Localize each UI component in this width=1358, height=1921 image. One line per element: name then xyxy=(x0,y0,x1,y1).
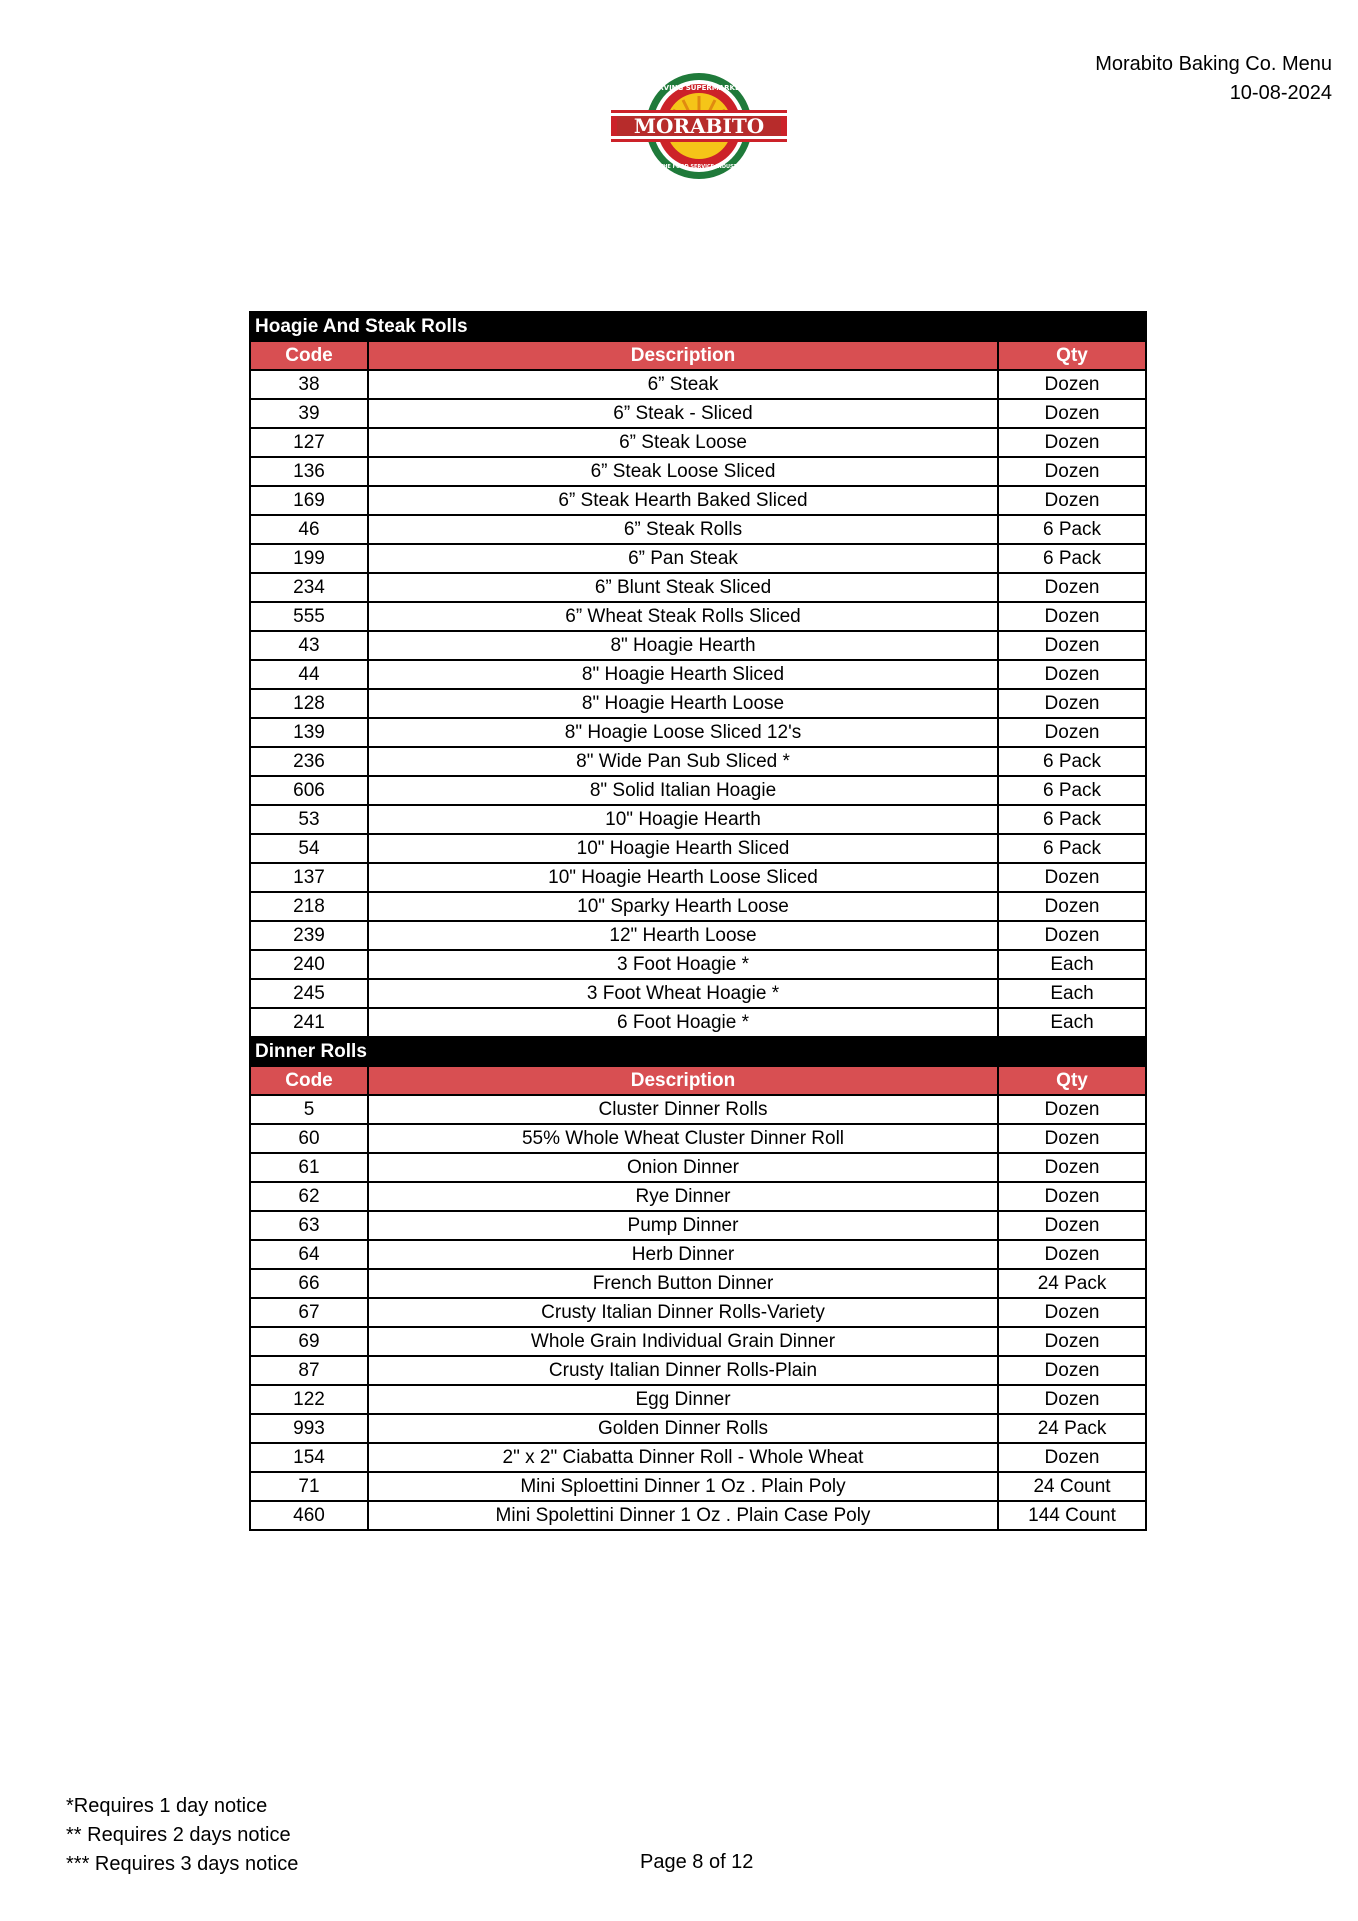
item-code: 234 xyxy=(250,573,368,602)
item-qty: Dozen xyxy=(998,863,1146,892)
item-description: 8" Hoagie Hearth xyxy=(368,631,998,660)
item-code: 460 xyxy=(250,1501,368,1530)
item-qty: Dozen xyxy=(998,1095,1146,1124)
item-qty: Dozen xyxy=(998,1443,1146,1472)
item-description: Herb Dinner xyxy=(368,1240,998,1269)
table-row xyxy=(250,1008,1146,1037)
column-header-row xyxy=(250,341,1146,370)
item-description: 10" Hoagie Hearth Loose Sliced xyxy=(368,863,998,892)
item-code: 62 xyxy=(250,1182,368,1211)
item-code: 127 xyxy=(250,428,368,457)
item-qty: Dozen xyxy=(998,689,1146,718)
item-description: 8" Hoagie Hearth Sliced xyxy=(368,660,998,689)
morabito-logo xyxy=(611,70,787,182)
item-qty: 24 Pack xyxy=(998,1414,1146,1443)
column-header-qty: Qty xyxy=(998,341,1146,370)
item-code: 67 xyxy=(250,1298,368,1327)
item-qty: Dozen xyxy=(998,1153,1146,1182)
item-description: 6” Steak - Sliced xyxy=(368,399,998,428)
table-row xyxy=(250,834,1146,863)
logo-bottom-text: & THE FOOD SERVICE INDUSTRY xyxy=(653,164,745,170)
item-qty: Dozen xyxy=(998,573,1146,602)
item-qty: 144 Count xyxy=(998,1501,1146,1530)
item-description: 10" Hoagie Hearth Sliced xyxy=(368,834,998,863)
company-title: Morabito Baking Co. Menu xyxy=(1095,53,1332,75)
item-code: 606 xyxy=(250,776,368,805)
item-code: 239 xyxy=(250,921,368,950)
item-code: 241 xyxy=(250,1008,368,1037)
item-code: 54 xyxy=(250,834,368,863)
item-description: 6” Wheat Steak Rolls Sliced xyxy=(368,602,998,631)
item-description: Pump Dinner xyxy=(368,1211,998,1240)
item-description: Rye Dinner xyxy=(368,1182,998,1211)
item-code: 64 xyxy=(250,1240,368,1269)
table-row xyxy=(250,602,1146,631)
column-header-qty: Qty xyxy=(998,1066,1146,1095)
table-row xyxy=(250,544,1146,573)
item-description: 3 Foot Hoagie * xyxy=(368,950,998,979)
item-qty: Dozen xyxy=(998,1124,1146,1153)
item-code: 218 xyxy=(250,892,368,921)
item-qty: 6 Pack xyxy=(998,805,1146,834)
table-row xyxy=(250,892,1146,921)
item-code: 69 xyxy=(250,1327,368,1356)
table-row xyxy=(250,776,1146,805)
table-row xyxy=(250,370,1146,399)
table-row xyxy=(250,979,1146,1008)
column-header-code: Code xyxy=(250,341,368,370)
item-qty: Dozen xyxy=(998,457,1146,486)
table-row xyxy=(250,428,1146,457)
item-qty: Dozen xyxy=(998,428,1146,457)
item-qty: 6 Pack xyxy=(998,747,1146,776)
item-qty: Dozen xyxy=(998,921,1146,950)
item-qty: 24 Pack xyxy=(998,1269,1146,1298)
table-row xyxy=(250,1327,1146,1356)
item-code: 555 xyxy=(250,602,368,631)
table-row xyxy=(250,805,1146,834)
item-code: 5 xyxy=(250,1095,368,1124)
table-row xyxy=(250,689,1146,718)
note-1-day: *Requires 1 day notice xyxy=(66,1795,268,1817)
item-code: 128 xyxy=(250,689,368,718)
item-description: 6” Steak Loose xyxy=(368,428,998,457)
menu-table xyxy=(249,311,1147,1531)
table-row xyxy=(250,718,1146,747)
item-qty: 6 Pack xyxy=(998,515,1146,544)
item-code: 87 xyxy=(250,1356,368,1385)
item-qty: Dozen xyxy=(998,1356,1146,1385)
section-header-row xyxy=(250,312,1146,341)
item-qty: 6 Pack xyxy=(998,544,1146,573)
section-header-row xyxy=(250,1037,1146,1066)
item-qty: Dozen xyxy=(998,1298,1146,1327)
item-description: 10" Hoagie Hearth xyxy=(368,805,998,834)
item-description: 6” Steak Hearth Baked Sliced xyxy=(368,486,998,515)
table-row xyxy=(250,660,1146,689)
table-row xyxy=(250,1385,1146,1414)
item-code: 136 xyxy=(250,457,368,486)
item-description: 10" Sparky Hearth Loose xyxy=(368,892,998,921)
item-qty: Dozen xyxy=(998,370,1146,399)
item-code: 66 xyxy=(250,1269,368,1298)
item-description: 3 Foot Wheat Hoagie * xyxy=(368,979,998,1008)
item-qty: Dozen xyxy=(998,1385,1146,1414)
item-description: Crusty Italian Dinner Rolls-Plain xyxy=(368,1356,998,1385)
item-description: 6” Blunt Steak Sliced xyxy=(368,573,998,602)
column-header-description: Description xyxy=(368,1066,998,1095)
item-description: Cluster Dinner Rolls xyxy=(368,1095,998,1124)
item-description: 8" Hoagie Hearth Loose xyxy=(368,689,998,718)
table-row xyxy=(250,1124,1146,1153)
item-qty: Each xyxy=(998,950,1146,979)
note-3-days: *** Requires 3 days notice xyxy=(66,1853,299,1875)
item-code: 169 xyxy=(250,486,368,515)
item-code: 61 xyxy=(250,1153,368,1182)
table-row xyxy=(250,1269,1146,1298)
item-code: 60 xyxy=(250,1124,368,1153)
table-row xyxy=(250,631,1146,660)
item-qty: 6 Pack xyxy=(998,776,1146,805)
item-qty: Dozen xyxy=(998,399,1146,428)
item-qty: Dozen xyxy=(998,660,1146,689)
column-header-code: Code xyxy=(250,1066,368,1095)
item-code: 63 xyxy=(250,1211,368,1240)
item-qty: Each xyxy=(998,1008,1146,1037)
item-code: 122 xyxy=(250,1385,368,1414)
table-row xyxy=(250,573,1146,602)
table-row xyxy=(250,1298,1146,1327)
item-code: 199 xyxy=(250,544,368,573)
item-description: 8" Solid Italian Hoagie xyxy=(368,776,998,805)
table-row xyxy=(250,399,1146,428)
item-qty: Dozen xyxy=(998,631,1146,660)
item-description: 55% Whole Wheat Cluster Dinner Roll xyxy=(368,1124,998,1153)
table-row xyxy=(250,1095,1146,1124)
page-number: Page 8 of 12 xyxy=(640,1851,754,1873)
item-qty: 6 Pack xyxy=(998,834,1146,863)
item-code: 43 xyxy=(250,631,368,660)
item-qty: Dozen xyxy=(998,1211,1146,1240)
item-description: 12" Hearth Loose xyxy=(368,921,998,950)
item-code: 44 xyxy=(250,660,368,689)
note-2-days: ** Requires 2 days notice xyxy=(66,1824,291,1846)
item-qty: 24 Count xyxy=(998,1472,1146,1501)
item-description: Mini Sploettini Dinner 1 Oz . Plain Poly xyxy=(368,1472,998,1501)
item-code: 46 xyxy=(250,515,368,544)
item-code: 71 xyxy=(250,1472,368,1501)
footer-notes xyxy=(66,1792,298,1879)
item-code: 39 xyxy=(250,399,368,428)
table-row xyxy=(250,950,1146,979)
page-header xyxy=(1095,50,1332,108)
item-code: 240 xyxy=(250,950,368,979)
table-row xyxy=(250,921,1146,950)
table-row xyxy=(250,457,1146,486)
item-description: Mini Spolettini Dinner 1 Oz . Plain Case Poly xyxy=(368,1501,998,1530)
item-code: 236 xyxy=(250,747,368,776)
item-description: 6” Steak xyxy=(368,370,998,399)
item-code: 53 xyxy=(250,805,368,834)
item-description: French Button Dinner xyxy=(368,1269,998,1298)
item-description: Whole Grain Individual Grain Dinner xyxy=(368,1327,998,1356)
item-description: Golden Dinner Rolls xyxy=(368,1414,998,1443)
item-description: 6 Foot Hoagie * xyxy=(368,1008,998,1037)
item-qty: Dozen xyxy=(998,718,1146,747)
item-code: 154 xyxy=(250,1443,368,1472)
table-row xyxy=(250,1472,1146,1501)
item-qty: Dozen xyxy=(998,602,1146,631)
table-row xyxy=(250,515,1146,544)
table-row xyxy=(250,1443,1146,1472)
table-row xyxy=(250,1414,1146,1443)
item-code: 137 xyxy=(250,863,368,892)
section-title: Hoagie And Steak Rolls xyxy=(250,312,1146,341)
menu-table-body xyxy=(250,312,1146,1530)
item-code: 139 xyxy=(250,718,368,747)
column-header-description: Description xyxy=(368,341,998,370)
item-code: 38 xyxy=(250,370,368,399)
table-row xyxy=(250,486,1146,515)
item-description: 8" Hoagie Loose Sliced 12's xyxy=(368,718,998,747)
logo-brand-text: MORABITO xyxy=(633,114,765,138)
column-header-row xyxy=(250,1066,1146,1095)
item-qty: Dozen xyxy=(998,1327,1146,1356)
menu-date: 10-08-2024 xyxy=(1229,82,1332,104)
item-description: Crusty Italian Dinner Rolls-Variety xyxy=(368,1298,998,1327)
item-qty: Each xyxy=(998,979,1146,1008)
section-title: Dinner Rolls xyxy=(250,1037,1146,1066)
item-description: 6” Pan Steak xyxy=(368,544,998,573)
table-row xyxy=(250,1211,1146,1240)
table-row xyxy=(250,1182,1146,1211)
item-description: 6” Steak Rolls xyxy=(368,515,998,544)
table-row xyxy=(250,1501,1146,1530)
item-description: Onion Dinner xyxy=(368,1153,998,1182)
item-qty: Dozen xyxy=(998,1240,1146,1269)
item-code: 993 xyxy=(250,1414,368,1443)
table-row xyxy=(250,747,1146,776)
item-description: 2" x 2" Ciabatta Dinner Roll - Whole Wheat xyxy=(368,1443,998,1472)
table-row xyxy=(250,1153,1146,1182)
item-description: Egg Dinner xyxy=(368,1385,998,1414)
table-row xyxy=(250,1240,1146,1269)
item-code: 245 xyxy=(250,979,368,1008)
logo-top-text: SERVING SUPERMARKETS xyxy=(648,84,750,92)
table-row xyxy=(250,1356,1146,1385)
item-qty: Dozen xyxy=(998,1182,1146,1211)
item-qty: Dozen xyxy=(998,486,1146,515)
item-description: 6” Steak Loose Sliced xyxy=(368,457,998,486)
table-row xyxy=(250,863,1146,892)
item-qty: Dozen xyxy=(998,892,1146,921)
item-description: 8" Wide Pan Sub Sliced * xyxy=(368,747,998,776)
